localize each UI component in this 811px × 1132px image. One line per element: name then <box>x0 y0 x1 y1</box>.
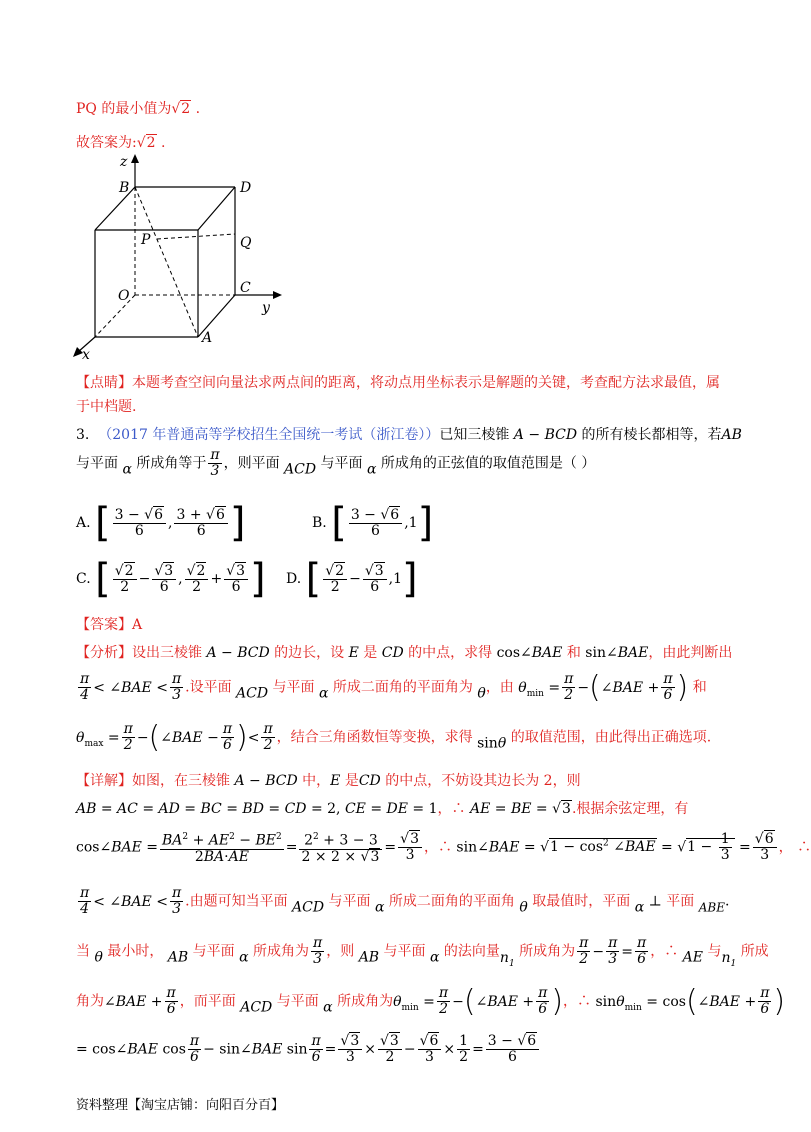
stem-e: ，则平面 <box>223 455 280 472</box>
pq-min-text: PQ 的最小值为 <box>76 101 172 117</box>
stem-f: 与平面 <box>320 455 363 472</box>
detail-l1c: 是 <box>344 773 359 789</box>
dianjing-text-1: 本题考查空间向量法求两点间的距离，将动点用坐标表示是解题的关键，考查配方法求最值，属 <box>132 375 720 391</box>
dianjing-text-2: 于中档题. <box>76 399 137 415</box>
detail-l2a: ，∴ <box>437 801 466 817</box>
cube-figure <box>60 152 290 367</box>
detail-l5g: 的法向量 <box>443 943 500 960</box>
detail-l5j: 所成 <box>740 943 769 960</box>
detail-line-3: cos∠BAE = $\frac{BA^2 + AE^2 - BE^2}{2BA\cdot AE}$ = $\frac{2^2 + 3 - 3}{2 \times 2 \times √3}$ = $\frac{√3}{3}$ ，∴ sin∠BAE = $√1 - \cos^2$ ∠BAE = √1 − $\frac{1}{3}$ = $\frac{√6}{3}$ ， ∴ <box>76 830 811 865</box>
analysis-l2b: 与平面 <box>272 679 315 696</box>
detail-line-7: = cos∠BAE cos $\frac{\pi}{6}$ − sin∠BAE sin $\frac{\pi}{6}$ = $\frac{√3}{3}$ × $\frac{√3}{2}$ − $\frac{√6}{3}$ × $\frac{1}{2}$ = $\frac{3 - √6}{6}$ <box>76 1034 541 1065</box>
detail-l5h: 所成角为 <box>519 943 576 960</box>
option-a-label: A. <box>76 515 91 531</box>
label-y: y <box>262 300 270 316</box>
option-a[interactable]: A. [ $\frac{3 - √6}{6}$ , $\frac{3 + √6}{6}$ ] <box>76 500 246 546</box>
analysis-line-1: 【分析】设出三棱锥 A − BCD 的边长，设 E 是 CD 的中点，求得 cos∠BAE 和 sin∠BAE，由此判断出 <box>76 645 733 661</box>
label-a: A <box>202 330 213 346</box>
detail-l5d: 所成角为 <box>253 943 310 960</box>
answer-choice: A <box>132 617 143 633</box>
analysis-l2e: 和 <box>692 679 707 696</box>
option-d-label: D. <box>286 571 302 587</box>
detail-l5c: 与平面 <box>192 943 235 960</box>
answer-tag-line <box>76 614 142 634</box>
pq-min-line: PQ 的最小值为√2 . <box>76 101 201 117</box>
analysis-l1b: 的边长，设 <box>274 645 345 661</box>
detail-l6c: 与平面 <box>276 993 319 1010</box>
detail-l4b: 与平面 <box>328 893 371 910</box>
pq-min-value: 2 <box>181 101 191 117</box>
problem-number: 3. <box>76 427 90 443</box>
label-o: O <box>118 288 130 304</box>
detail-l6a: 角为 <box>76 993 104 1010</box>
option-b-label: B. <box>312 515 327 531</box>
option-d[interactable]: D. [ $\frac{√2}{2}$ − $\frac{√3}{6}$ ,1] <box>286 556 418 602</box>
detail-l6b: ，而平面 <box>179 993 236 1010</box>
answer-tag: 【答案】 <box>76 617 132 633</box>
analysis-l1a: 设出三棱锥 <box>132 645 202 661</box>
label-p: P <box>141 232 151 248</box>
stem-c: 与平面 <box>76 455 118 472</box>
analysis-l1e: 和 <box>566 645 581 661</box>
option-c[interactable]: C. [ $\frac{√2}{2}$ − $\frac{√3}{6}$ , $\frac{√2}{2}$ + $\frac{√3}{6}$ ] <box>76 556 266 602</box>
analysis-l1d: 的中点，求得 <box>408 645 493 661</box>
analysis-tag: 【分析】 <box>76 645 132 661</box>
label-q: Q <box>240 235 252 251</box>
detail-l4d: 取最值时，平面 <box>532 893 631 910</box>
detail-l5b: 最小时， <box>107 943 164 960</box>
detail-l4a: .由题可知当平面 <box>185 893 288 910</box>
detail-l1a: 如图，在三棱锥 <box>132 773 230 789</box>
detail-l4e: 平面 <box>666 893 695 910</box>
analysis-l2a: .设平面 <box>185 679 232 696</box>
detail-tag: 【详解】 <box>76 773 132 789</box>
detail-line-2: AB = AC = AD = BC = BD = CD = 2, CE = DE = 1，∴ AE = BE = √3.根据余弦定理，有 <box>76 801 689 817</box>
option-b[interactable]: B. [ $\frac{3 - √6}{6}$ ,1] <box>312 500 434 546</box>
option-c-label: C. <box>76 571 91 587</box>
detail-l1d: 的中点，不妨设其边长为 2，则 <box>385 773 581 789</box>
detail-l5i: 与 <box>707 943 722 960</box>
answer-value: 2 <box>146 135 156 151</box>
detail-l6d: 所成角为 <box>337 993 394 1010</box>
problem-stem-1: 3. （2017 年普通高等学校招生全国统一考试（浙江卷））已知三棱锥 A − BCD 的所有棱长都相等，若AB <box>76 427 742 443</box>
label-c: C <box>240 280 251 296</box>
label-z: z <box>120 154 128 170</box>
problem-stem-2: 与平面 α 所成角等于 $\frac{\pi}{3}$ ，则平面 ACD 与平面 α 所成角的正弦值的取值范围是（ ） <box>76 447 596 479</box>
analysis-l2d: ，由 <box>485 679 514 696</box>
detail-line-6: 角为∠BAE + $\frac{\pi}{6}$ ，而平面 ACD 与平面 α 所成角为$\theta_{min}$ = $\frac{\pi}{2}$ −(∠BAE + $\frac{\pi}{6}$ )，∴ sinθ$_{min}$ = cos(∠BAE + $\frac{\pi}{6}$ ) <box>76 983 786 1019</box>
detail-line-4: $\frac{\pi}{4}$ < ∠BAE < $\frac{\pi}{3}$ .由题可知当平面 ACD 与平面 α 所成二面角的平面角 θ 取最值时，平面 α ⊥ 平面 ABE. <box>80 885 730 917</box>
dianjing-line-1 <box>76 372 720 392</box>
detail-l4c: 所成二面角的平面角 <box>388 893 515 910</box>
dianjing-tag: 【点睛】 <box>76 375 132 391</box>
footer-note: 资料整理【淘宝店铺：向阳百分百】 <box>76 1098 285 1113</box>
analysis-line-3: $\theta_{max}$ = $\frac{\pi}{2}$ −(∠BAE − $\frac{\pi}{6}$ )< $\frac{\pi}{2}$ ，结合三角函数恒等变换，求得 sinθ 的取值范围，由此得出正确选项. <box>76 719 712 755</box>
label-x: x <box>82 347 90 363</box>
problem-source: （2017 年普通高等学校招生全国统一考试（浙江卷）） <box>98 427 440 443</box>
label-d: D <box>240 180 252 196</box>
dianjing-line-2 <box>76 396 136 416</box>
analysis-l3b: 的取值范围，由此得出正确选项. <box>510 729 712 746</box>
stem-d: 所成角等于 <box>136 455 207 472</box>
detail-l5a: 当 <box>76 943 90 960</box>
analysis-l3a: ，结合三角函数恒等变换，求得 <box>276 729 473 746</box>
analysis-l1f: ，由此判断出 <box>648 645 733 661</box>
analysis-l2c: 所成二面角的平面角为 <box>332 679 473 696</box>
detail-line-1: 【详解】如图，在三棱锥 A − BCD 中，E 是CD 的中点，不妨设其边长为 2，则 <box>76 773 581 789</box>
answer-prefix: 故答案为: <box>76 135 137 151</box>
stem-a: 已知三棱锥 <box>439 427 510 443</box>
stem-b: 的所有棱长都相等，若 <box>581 427 722 443</box>
answer-line: 故答案为:√2 . <box>76 135 166 151</box>
stem-g: 所成角的正弦值的取值范围是（ ） <box>380 455 596 472</box>
label-b: B <box>119 180 130 196</box>
detail-l5e: ，则 <box>326 943 355 960</box>
analysis-line-2: $\frac{\pi}{4}$ < ∠BAE < $\frac{\pi}{3}$ .设平面 ACD 与平面 α 所成二面角的平面角为 θ，由 $\theta_{min}$ = $\frac{\pi}{2}$ −(∠BAE + $\frac{\pi}{6}$ ) 和 <box>80 669 707 705</box>
detail-line-5: 当 θ 最小时， AB 与平面 α 所成角为 $\frac{\pi}{3}$ ，则 AB 与平面 α 的法向量$n_1$ 所成角为 $\frac{\pi}{2}$ − $\frac{\pi}{3}$ = $\frac{\pi}{6}$ ，∴ AE 与$n_1$ 所成 <box>76 935 769 969</box>
detail-l1b: 中， <box>302 773 331 789</box>
detail-l5f: 与平面 <box>383 943 426 960</box>
detail-l2b: .根据余弦定理，有 <box>571 801 689 817</box>
analysis-l1c: 是 <box>363 645 378 661</box>
